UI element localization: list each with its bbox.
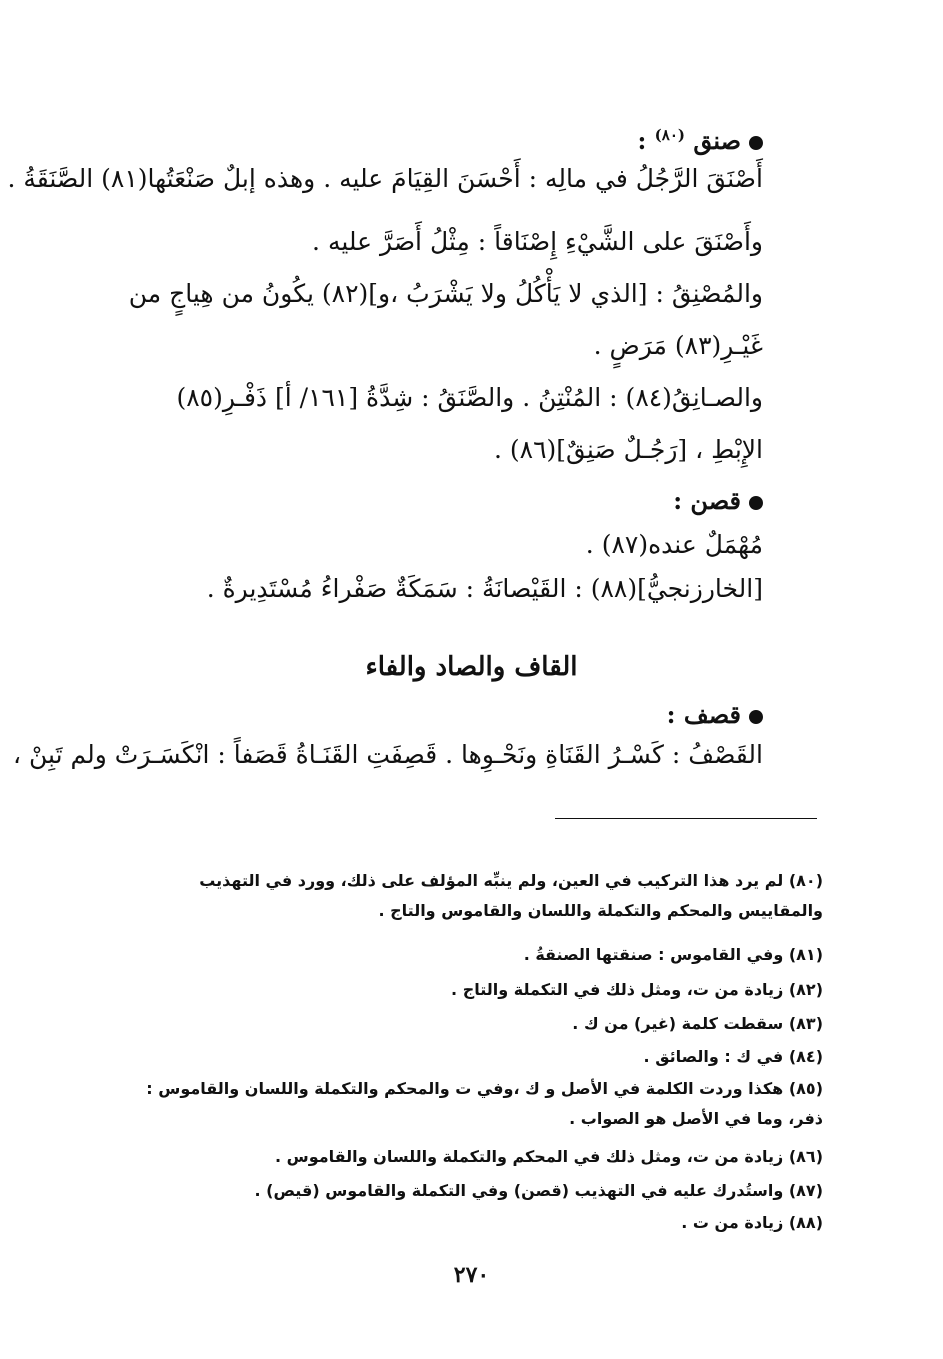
- entry-line: أَصْنَقَ الرَّجُلُ في مالِه : أَحْسَنَ القِيَامَ عليه . وهذه إبلٌ صَنْعَتُها(٨١) الصَّنَقَةُ .: [7, 164, 763, 193]
- footnote-divider: [555, 818, 817, 819]
- footnote: (٨٠) لم يرد هذا التركيب في العين، ولم ينبِّه المؤلف على ذلك، وورد في التهذيب والمقاييس والمحكم والتكملة واللسان والقاموس والتاج .: [199, 871, 823, 920]
- entry-line: [الخارزنجيُّ](٨٨) : القَيْصانَةُ : سَمَكَةٌ صَفْراءُ مُسْتَدِيرةٌ .: [206, 574, 763, 603]
- bullet-icon: [749, 710, 763, 724]
- footnote: (٨٧) واستُدرك عليه في التهذيب (قصن) وفي التكملة والقاموس (قيص) .: [254, 1181, 823, 1200]
- bullet-icon: [749, 496, 763, 510]
- footnote: (٨٨) زيادة من ت .: [681, 1213, 823, 1232]
- entry-heading-sanaq: صنق $^{(٨٠)}$ :: [120, 118, 763, 158]
- entry-line: القَصْفُ : كَسْـرُ القَنَاةِ ونَحْـوِها . قَصِفَتِ القَنَـاةُ قَصَفاً : انْكَسَـرَتْ ولم تَبِنْ ،: [13, 740, 763, 769]
- footnote: (٨٤) في ك : والصائق .: [643, 1047, 823, 1066]
- footnote: (٨٣) سقطت كلمة (غير) من ك .: [572, 1014, 823, 1033]
- entry-line: مُهْمَلٌ عنده(٨٧) .: [585, 530, 763, 559]
- entry-head-text: قصف :: [666, 700, 741, 729]
- footnote: (٨٦) زيادة من ت، ومثل ذلك في المحكم والتكملة واللسان والقاموس .: [274, 1147, 823, 1166]
- entry-heading-qasan: [120, 484, 763, 518]
- entry-line: والصـانِقُ(٨٤) : المُنْتِنُ . والصَّنَقُ : شِدَّةُ [١٦١/ أ] ذَفْـرِ(٨٥) الإِبْطِ ، [رَجُـلٌ صَنِقٌ](٨٦) .: [176, 383, 763, 464]
- entry-head-text: صنق: [693, 126, 741, 155]
- footnote: (٨٢) زيادة من ت، ومثل ذلك في التكملة والتاج .: [451, 980, 823, 999]
- entry-line: وأَصْنَقَ على الشَّيْءِ إِصْنَاقاً : مِثْلُ أَصَرَّ عليه .: [312, 227, 763, 256]
- footnote-marker: (٨٠): [654, 126, 685, 144]
- entry-head-text: قصن :: [673, 486, 741, 515]
- footnote: (٨٥) هكذا وردت الكلمة في الأصل و ك ،وفي ت والمحكم والتكملة واللسان والقاموس : ذفر، وما في الأصل هو الصواب .: [146, 1079, 823, 1128]
- page-number: ٢٧٠: [453, 1262, 490, 1288]
- footnote: (٨١) وفي القاموس : صنقتها الصنقةُ .: [523, 945, 823, 964]
- entry-line: والمُصْنِقُ : [الذي لا يَأْكُلُ ولا يَشْرَبُ ،و](٨٢) يكُونُ من هِياجٍ من غَيْـرِ(٨٣) مَرَضٍ .: [128, 279, 763, 360]
- entry-heading-qasaf: [120, 698, 763, 732]
- bullet-icon: [749, 136, 763, 150]
- section-title: القاف والصاد والفاء: [365, 652, 578, 682]
